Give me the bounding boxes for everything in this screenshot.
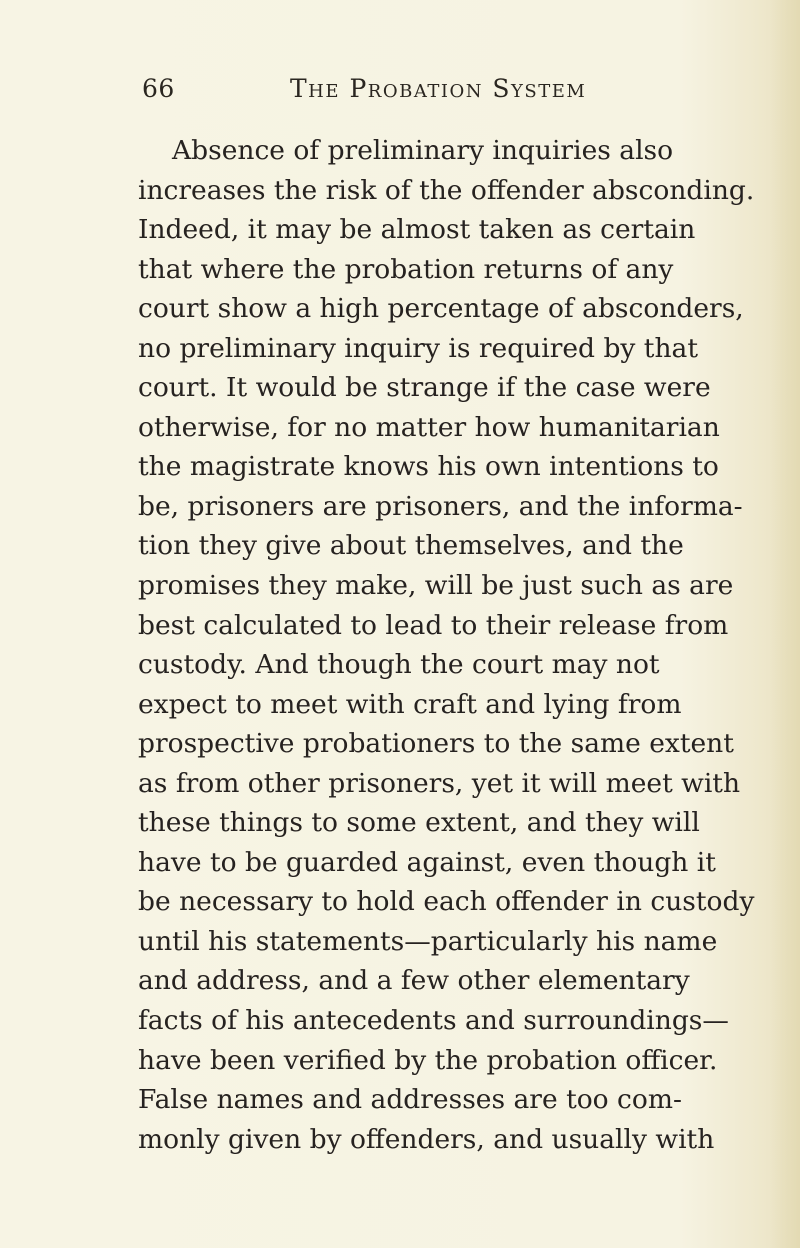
text-line: tion they give about themselves, and the <box>138 530 684 562</box>
body-paragraph <box>138 131 758 1159</box>
text-line: False names and addresses are too com- <box>138 1084 682 1116</box>
running-header <box>142 70 742 110</box>
text-line: promises they make, will be just such as are <box>138 570 734 602</box>
text-line: increases the risk of the offender absconding. <box>138 174 755 206</box>
text-line: as from other prisoners, yet it will meet with <box>138 767 741 799</box>
text-line: and address, and a few other elementary <box>138 965 690 997</box>
text-line: court. It would be strange if the case were <box>138 372 711 404</box>
text-line: be, prisoners are prisoners, and the informa- <box>138 490 743 522</box>
text-line: expect to meet with craft and lying from <box>138 688 682 720</box>
text-line: monly given by offenders, and usually with <box>138 1123 715 1155</box>
text-line: until his statements—particularly his name <box>138 925 718 957</box>
text-line: Indeed, it may be almost taken as certain <box>138 214 696 246</box>
text-line: best calculated to lead to their release from <box>138 609 729 641</box>
text-line: no preliminary inquiry is required by that <box>138 332 698 364</box>
text-line: facts of his antecedents and surroundings— <box>138 1005 729 1037</box>
text-line: have been verified by the probation officer. <box>138 1044 718 1076</box>
text-line: have to be guarded against, even though it <box>138 846 716 878</box>
text-line: these things to some extent, and they will <box>138 807 700 839</box>
text-line: Absence of preliminary inquiries also <box>172 135 674 166</box>
text-line: be necessary to hold each offender in custody <box>138 886 755 918</box>
text-line: custody. And though the court may not <box>138 649 660 681</box>
running-title: The Probation System <box>290 74 587 103</box>
text-line: prospective probationers to the same extent <box>138 728 734 760</box>
page-edge-shading <box>770 0 800 1248</box>
text-line: the magistrate knows his own intentions to <box>138 451 719 483</box>
text-line: that where the probation returns of any <box>138 253 674 285</box>
text-line: otherwise, for no matter how humanitarian <box>138 411 720 443</box>
text-line: court show a high percentage of absconders, <box>138 293 744 325</box>
page-number: 66 <box>142 74 175 103</box>
